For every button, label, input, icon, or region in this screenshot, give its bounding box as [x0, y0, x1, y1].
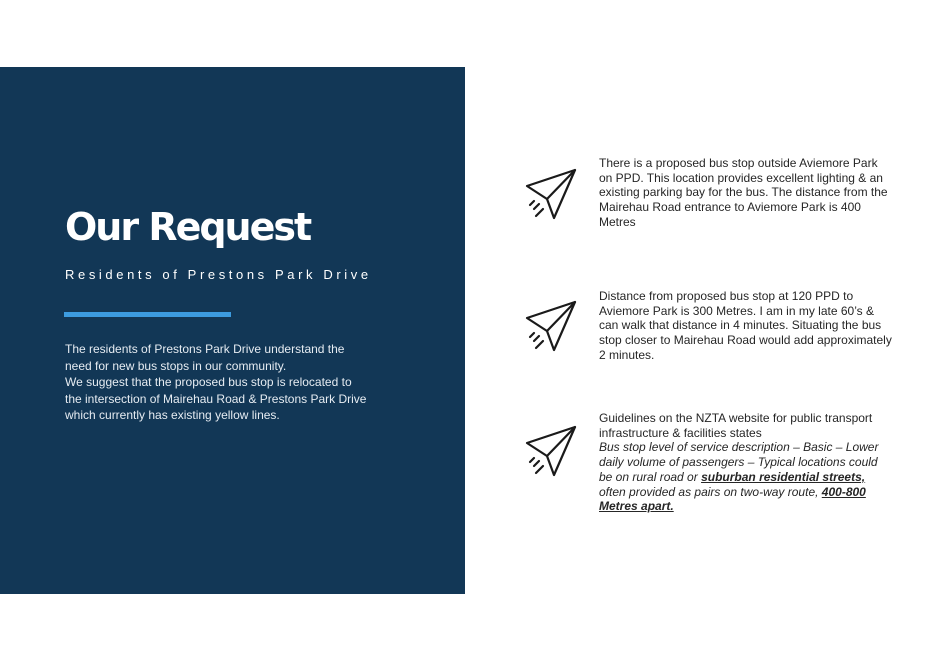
request-description — [65, 341, 370, 424]
quote-emphasis-2: 400-800 Metres apart. — [599, 484, 866, 514]
guidelines-heading: Guidelines on the NZTA website for public transport infrastructure & facilities states — [599, 411, 873, 440]
paper-plane-icon — [524, 168, 578, 222]
quote-text-1: Bus stop level of service description – Basic – Lower daily volume of passengers – Typical locations could be on rural road or — [599, 440, 879, 484]
quote-emphasis-1: suburban residential streets, — [701, 469, 866, 484]
page-subtitle: Residents of Prestons Park Drive — [65, 267, 372, 282]
accent-divider — [64, 312, 231, 317]
description-line-1: The residents of Prestons Park Drive understand the need for new bus stops in our community. — [65, 342, 345, 373]
description-line-2: We suggest that the proposed bus stop is relocated to the intersection of Mairehau Road & Prestons Park Drive which currently has existing yellow lines. — [65, 375, 367, 422]
guidelines-quote — [599, 440, 894, 514]
paper-plane-icon — [524, 425, 578, 479]
point-text-2: Distance from proposed bus stop at 120 PPD to Aviemore Park is 300 Metres. I am in my late 60’s & can walk that distance in 4 minutes. Situating the bus stop closer to Mairehau Road would add approximately 2 minutes. — [599, 289, 892, 362]
paper-plane-icon — [524, 300, 578, 354]
page-title: Our Request — [65, 205, 311, 249]
quote-text-2: often provided as pairs on two-way route, — [599, 484, 822, 499]
title-panel — [0, 67, 465, 594]
point-text-1: There is a proposed bus stop outside Aviemore Park on PPD. This location provides excellent lighting & an existing parking bay for the bus. The distance from the Mairehau Road entrance to Aviemore Park is 400 Metres — [599, 156, 888, 229]
